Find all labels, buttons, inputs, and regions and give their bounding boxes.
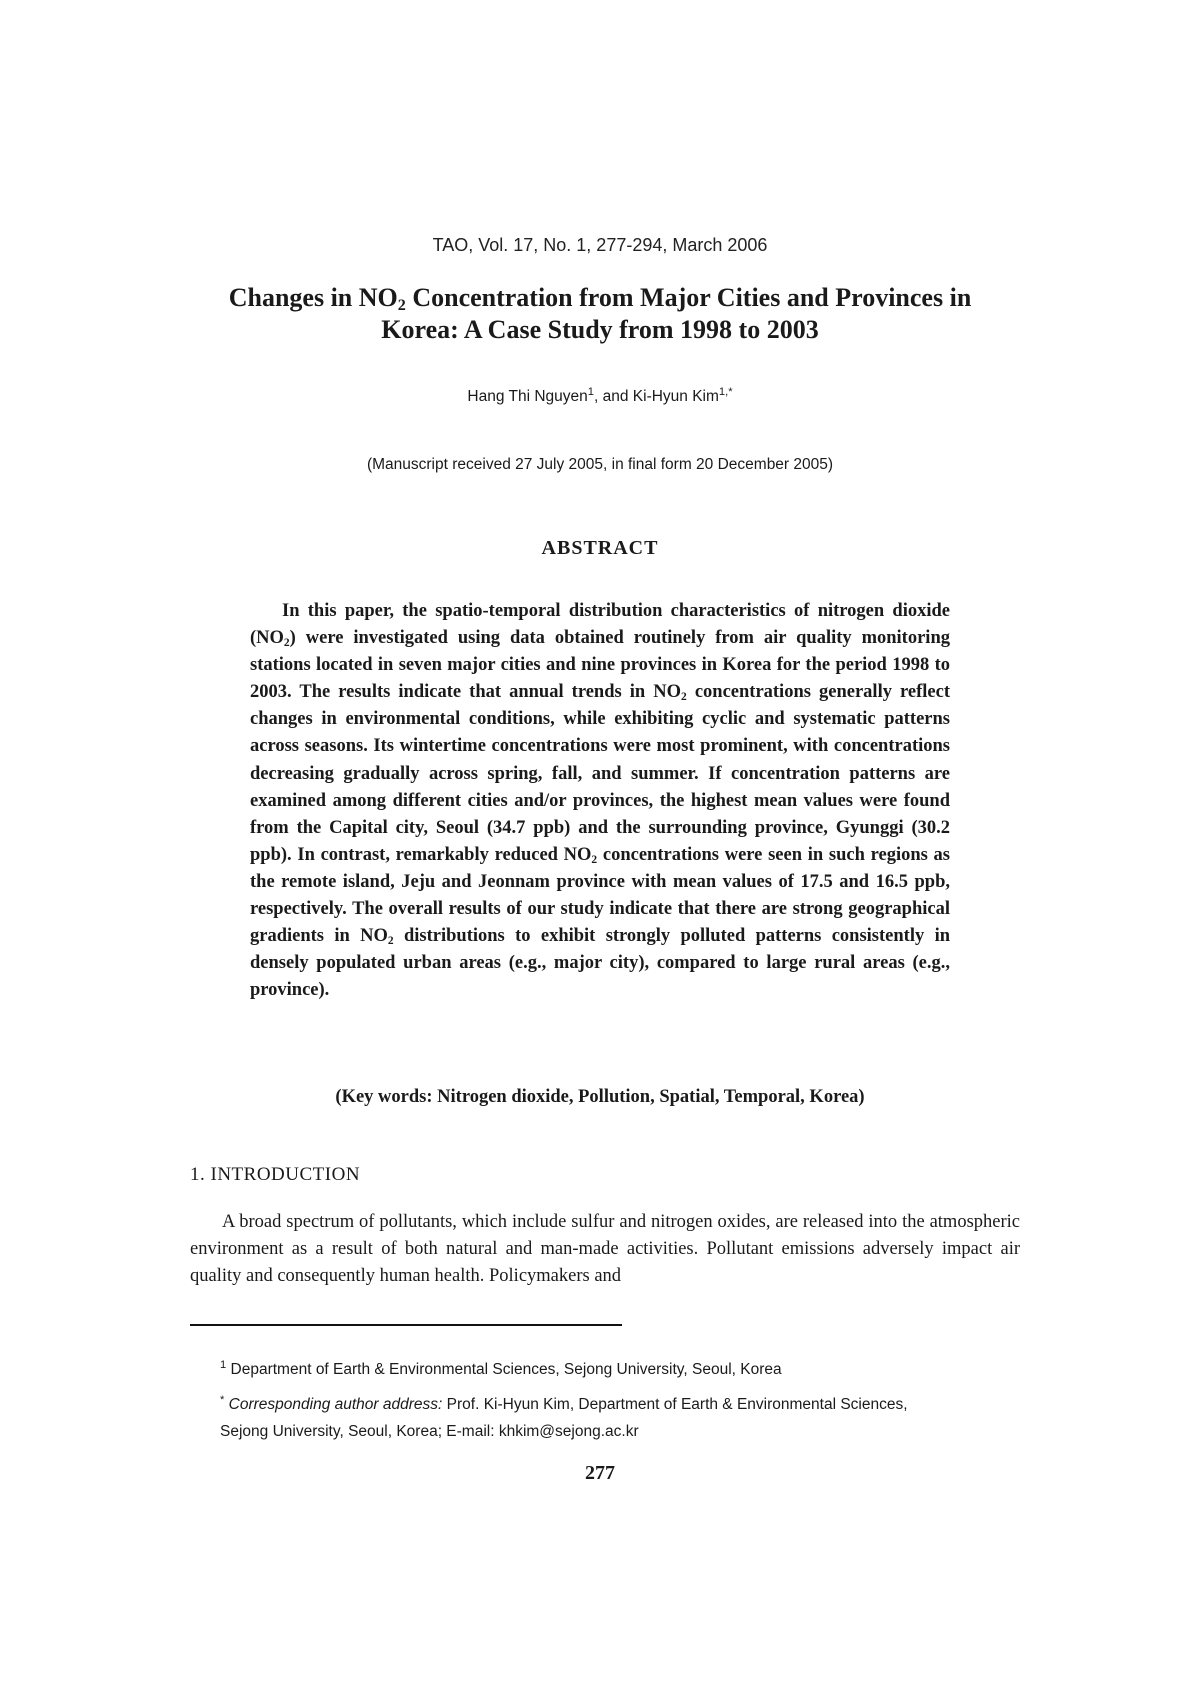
abstract-seg3: concentrations generally reflect changes in environmental conditions, while exhibiting cyclic and systematic patterns across seasons. Its wintertime concentrations were most prominent, with concentrations decreasing gradually across spring, fall, and summer. If concentration patterns are examined among different cities and/or provinces, the highest mean values were found from the Capital city, Seoul (34.7 ppb) and the surrounding province, Gyunggi (30.2 ppb). In contrast, remarkably reduced NO bbox=[250, 682, 951, 865]
abstract-sub2: 2 bbox=[681, 691, 687, 704]
abstract-seg2: ) were investigated using data obtained routinely from air quality monitoring stations located in seven major cities and nine provinces in Korea for the period 1998 to 2003. The results indicate that annual trends in NO bbox=[250, 628, 950, 703]
author-1-affiliation: 1 bbox=[587, 385, 594, 398]
abstract-sub1: 2 bbox=[283, 636, 290, 649]
footnote-affiliation bbox=[220, 1356, 782, 1383]
footnote-2-text: Prof. Ki-Hyun Kim, Department of Earth & Environmental Sciences, bbox=[442, 1396, 908, 1413]
abstract-seg1: In this paper, the spatio-temporal distribution characteristics of nitrogen dioxide (NO bbox=[250, 601, 950, 649]
page-number: 277 bbox=[585, 1462, 615, 1484]
journal-citation: TAO, Vol. 17, No. 1, 277-294, March 2006 bbox=[432, 235, 768, 255]
author-list bbox=[0, 385, 1200, 406]
footnote-2-mark: * bbox=[220, 1393, 225, 1406]
abstract-seg5: distributions to exhibit strongly polluted patterns consistently in densely populated urban areas (e.g., major city), compared to large rural areas (e.g., province). bbox=[250, 926, 950, 1001]
abstract-heading: ABSTRACT bbox=[541, 537, 659, 559]
author-2: Ki-Hyun Kim bbox=[632, 388, 719, 405]
manuscript-dates: (Manuscript received 27 July 2005, in final form 20 December 2005) bbox=[366, 456, 834, 473]
footnote-corresponding-author bbox=[220, 1391, 1050, 1445]
title-part1: Changes in NO bbox=[228, 283, 398, 312]
abstract-sub3: 2 bbox=[591, 853, 598, 866]
footnote-1-text: Department of Earth & Environmental Sciences, Sejong University, Seoul, Korea bbox=[226, 1361, 782, 1378]
author-2-affiliation: 1,* bbox=[718, 385, 733, 398]
title-subscript: 2 bbox=[397, 297, 406, 315]
title-part2: Concentration from Major Cities and Provinces in bbox=[405, 283, 972, 312]
footnote-2-continuation: Sejong University, Seoul, Korea; E-mail: khkim@sejong.ac.kr bbox=[220, 1423, 639, 1440]
author-separator: , and bbox=[594, 388, 633, 405]
introduction-paragraph: A broad spectrum of pollutants, which include sulfur and nitrogen oxides, are released into the atmospheric environment as a result of both natural and man-made activities. Pollutant emissions adversely impact air quality and consequently human health. Policymakers and bbox=[190, 1212, 1020, 1286]
section-heading-introduction: 1. INTRODUCTION bbox=[190, 1164, 361, 1185]
paper-title bbox=[150, 282, 1050, 346]
abstract-body bbox=[250, 598, 950, 1004]
footnote-2-label: Corresponding author address: bbox=[228, 1396, 443, 1413]
footnote-1-mark: 1 bbox=[220, 1358, 227, 1371]
abstract-sub4: 2 bbox=[387, 934, 394, 947]
keywords: (Key words: Nitrogen dioxide, Pollution, Spatial, Temporal, Korea) bbox=[335, 1087, 865, 1107]
author-1: Hang Thi Nguyen bbox=[467, 388, 588, 405]
footnote-divider bbox=[190, 1324, 622, 1326]
title-line2: Korea: A Case Study from 1998 to 2003 bbox=[381, 315, 819, 344]
abstract-seg4: concentrations were seen in such regions as the remote island, Jeju and Jeonnam province with mean values of 17.5 and 16.5 ppb, respectively. The overall results of our study indicate that there are strong geographical gradients in NO bbox=[250, 844, 950, 947]
